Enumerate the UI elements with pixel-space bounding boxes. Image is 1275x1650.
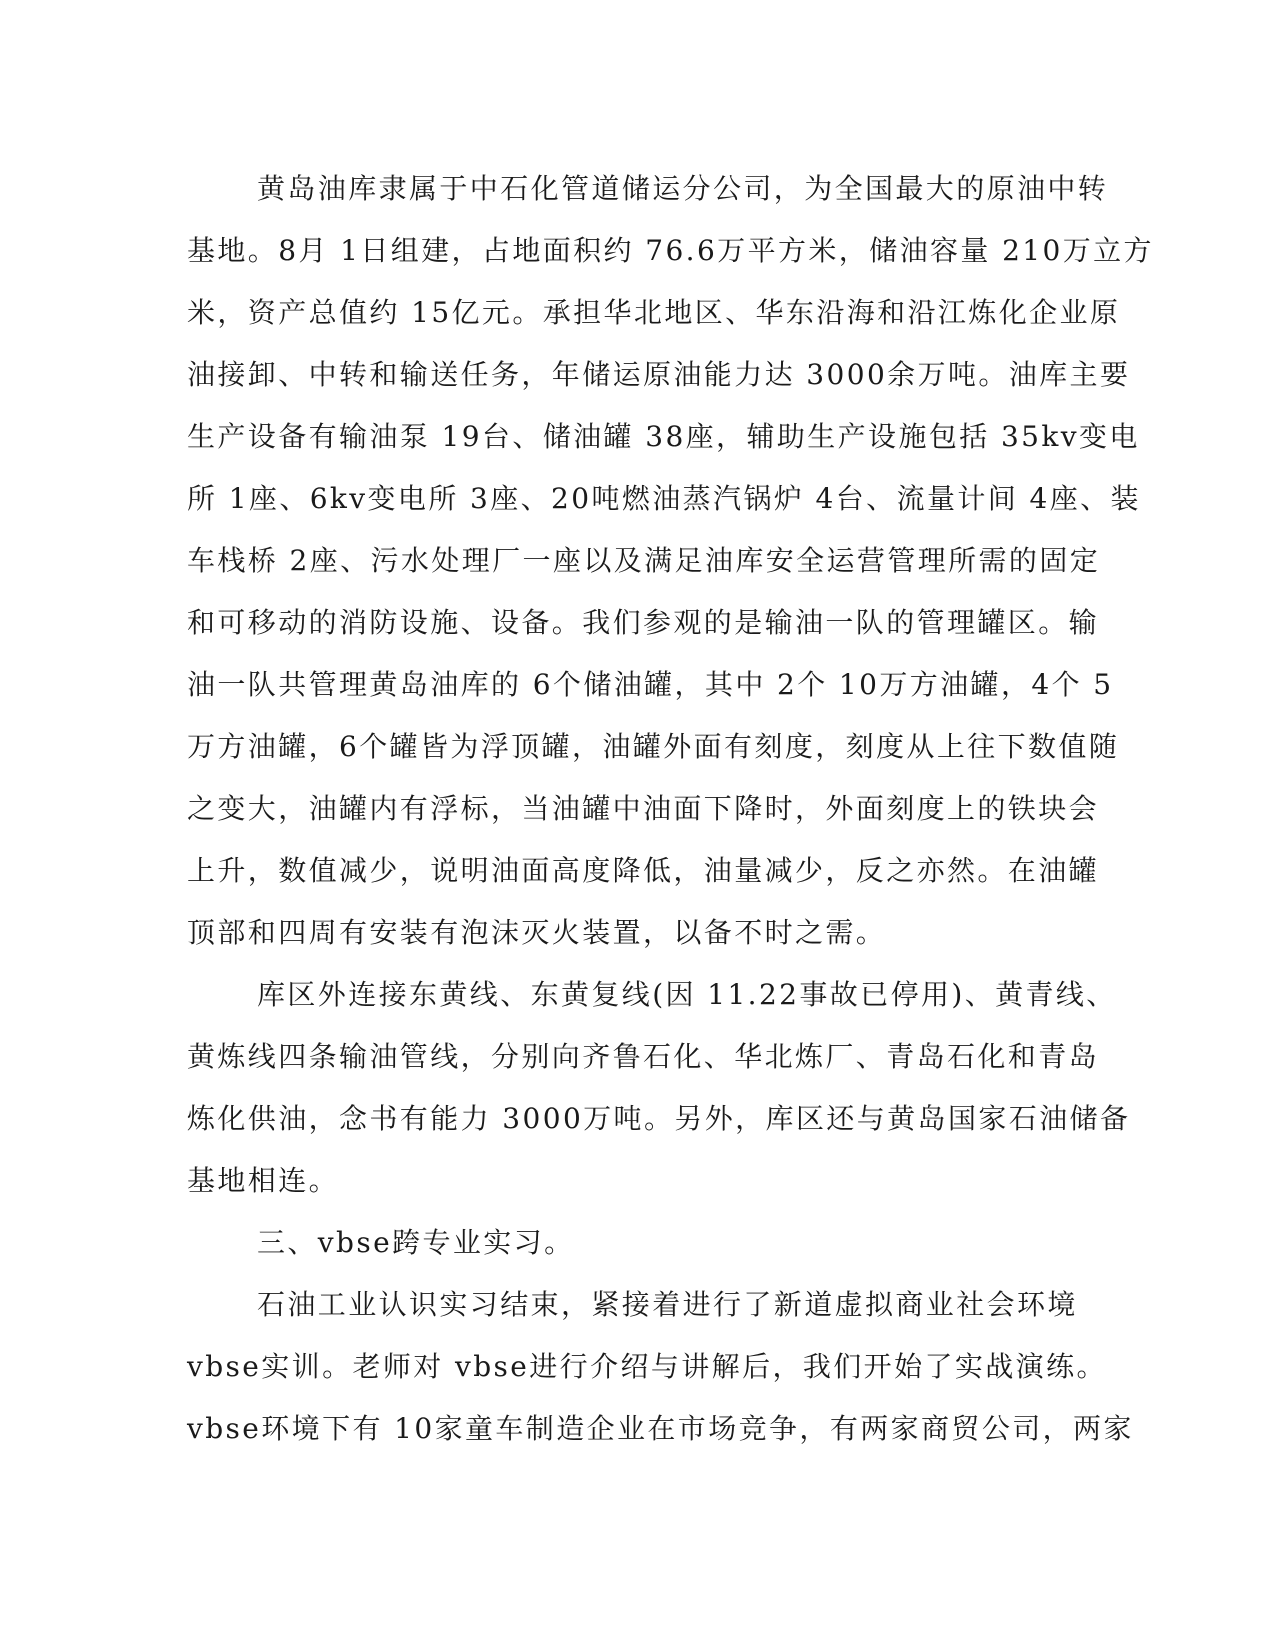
paragraph-vbse-training xyxy=(187,1274,1134,1460)
text-line: 米，资产总值约 15亿元。承担华北地区、华东沿海和沿江炼化企业原 xyxy=(187,296,1121,329)
text-line: 黄岛油库隶属于中石化管道储运分公司，为全国最大的原油中转 xyxy=(257,172,1109,205)
text-line: 所 1座、6kv变电所 3座、20吨燃油蒸汽锅炉 4台、流量计间 4座、装 xyxy=(187,482,1141,515)
text-line: 和可移动的消防设施、设备。我们参观的是输油一队的管理罐区。输 xyxy=(187,606,1100,639)
text-line: 顶部和四周有安装有泡沫灭火装置，以备不时之需。 xyxy=(187,916,887,949)
text-line: 库区外连接东黄线、东黄复线(因 11.22事故已停用)、黄青线、 xyxy=(257,978,1117,1011)
text-line: vbse实训。老师对 vbse进行介绍与讲解后，我们开始了实战演练。 xyxy=(187,1350,1107,1383)
paragraph-oil-depot-overview xyxy=(187,158,1154,964)
section-heading xyxy=(187,1212,1067,1274)
text-line: 油接卸、中转和输送任务，年储运原油能力达 3000余万吨。油库主要 xyxy=(187,358,1131,391)
paragraph-pipelines xyxy=(187,964,1131,1212)
text-line: 炼化供油，念书有能力 3000万吨。另外，库区还与黄岛国家石油储备 xyxy=(187,1102,1131,1135)
text-line: vbse环境下有 10家童车制造企业在市场竞争，有两家商贸公司，两家 xyxy=(187,1412,1134,1445)
document-body xyxy=(187,158,1154,1460)
text-line: 基地。8月 1日组建，占地面积约 76.6万平方米，储油容量 210万立方 xyxy=(187,234,1154,267)
heading-vbse-internship: 三、vbse跨专业实习。 xyxy=(257,1226,575,1259)
text-line: 车栈桥 2座、污水处理厂一座以及满足油库安全运营管理所需的固定 xyxy=(187,544,1101,577)
text-line: 之变大，油罐内有浮标，当油罐中油面下降时，外面刻度上的铁块会 xyxy=(187,792,1100,825)
text-line: 上升，数值减少，说明油面高度降低，油量减少，反之亦然。在油罐 xyxy=(187,854,1100,887)
text-line: 油一队共管理黄岛油库的 6个储油罐，其中 2个 10万方油罐，4个 5 xyxy=(187,668,1114,701)
text-line: 万方油罐，6个罐皆为浮顶罐，油罐外面有刻度，刻度从上往下数值随 xyxy=(187,730,1120,763)
text-line: 石油工业认识实习结束，紧接着进行了新道虚拟商业社会环境 xyxy=(257,1288,1078,1321)
text-line: 生产设备有输油泵 19台、储油罐 38座，辅助生产设施包括 35kv变电 xyxy=(187,420,1140,453)
text-line: 基地相连。 xyxy=(187,1164,340,1197)
text-line: 黄炼线四条输油管线，分别向齐鲁石化、华北炼厂、青岛石化和青岛 xyxy=(187,1040,1100,1073)
